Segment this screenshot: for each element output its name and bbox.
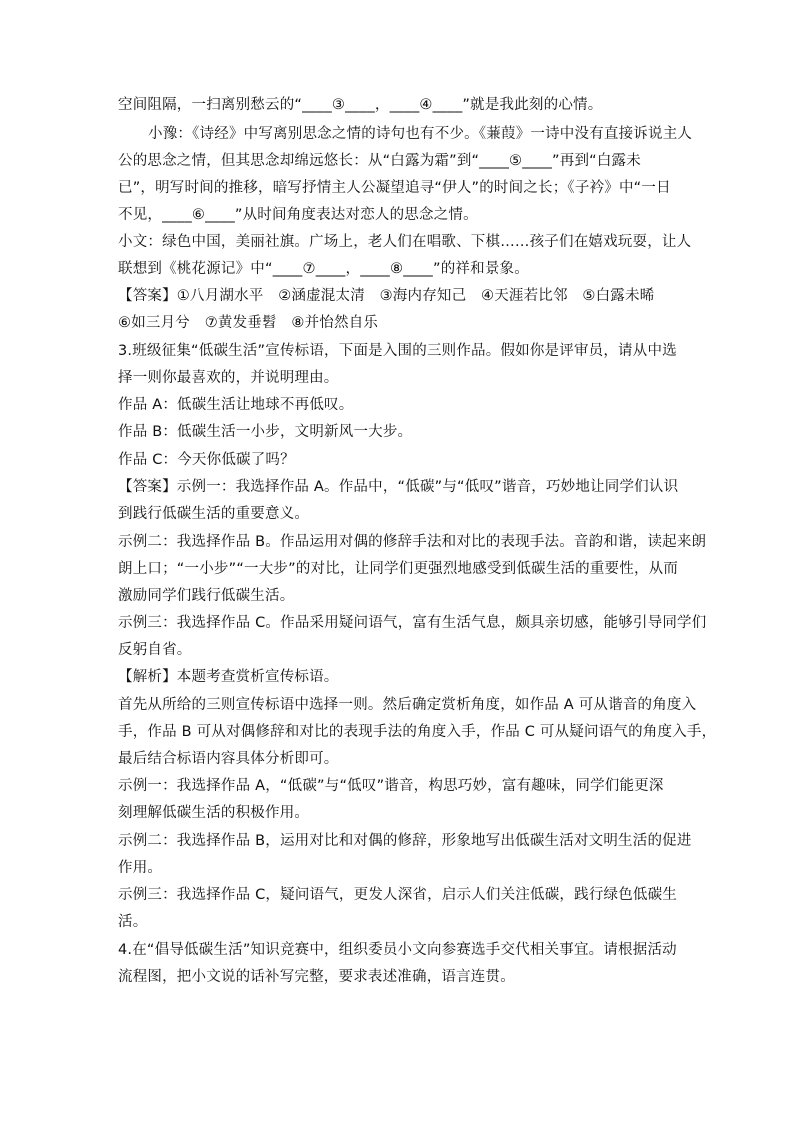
text-line: 作用。 [118, 860, 163, 876]
question-line: 择一则你最喜欢的，并说明理由。 [118, 370, 339, 386]
text-line: 作品 B：低碳生活一小步，文明新风一大步。 [118, 424, 413, 440]
answer-line: ⑥如三月兮 ⑦黄发垂髫 ⑧并怡然自乐 [118, 315, 379, 331]
text-line: 不见，____⑥____”从时间角度表达对恋人的思念之情。 [118, 207, 478, 223]
text-line: 作品 A：低碳生活让地球不再低叹。 [118, 397, 354, 413]
text-line: 示例二：我选择作品 B，运用对比和对偶的修辞，形象地写出低碳生活对文明生活的促进 [118, 833, 692, 849]
text-line: 示例二：我选择作品 B。作品运用对偶的修辞手法和对比的表现手法。音韵和谐，读起来朗 [118, 534, 707, 550]
text-line: 示例三：我选择作品 C。作品采用疑问语气，富有生活气息，颇具亲切感，能够引导同学们 [118, 615, 707, 631]
text-line: 示例三：我选择作品 C，疑问语气，更发人深省，启示人们关注低碳，践行绿色低碳生 [118, 887, 678, 903]
text-line: 公的思念之情，但其思念却绵远悠长：从“白露为霜”到“____⑤____”再到“白露未 [118, 153, 641, 169]
text-line: 激励同学们践行低碳生活。 [118, 588, 295, 604]
text-line: 已”，明写时间的推移，暗写抒情主人公凝望追寻“伊人”的时间之长；《子衿》中“一日 [118, 180, 671, 196]
text-line: 示例一：我选择作品 A，“低碳”与“低叹”谐音，构思巧妙，富有趣味，同学们能更深 [118, 778, 664, 794]
question-line: 4.在“倡导低碳生活”知识竞赛中，组织委员小文向参赛选手交代相关事宜。请根据活动 [118, 942, 677, 958]
text-line: 联想到《桃花源记》中“____⑦____，____⑧____”的祥和景象。 [118, 261, 529, 277]
text-line: 小豫：《诗经》中写离别思念之情的诗句也有不少。《蒹葭》一诗中没有直接诉说主人 [148, 126, 693, 142]
text-line: 活。 [118, 914, 148, 930]
text-line: 刻理解低碳生活的积极作用。 [118, 805, 310, 821]
question-line: 3.班级征集“低碳生活”宣传标语，下面是入围的三则作品。假如你是评审员，请从中选 [118, 343, 677, 359]
analysis-line: 【解析】本题考查赏析宣传标语。 [118, 669, 339, 685]
answer-line: 到践行低碳生活的重要意义。 [118, 506, 310, 522]
text-line: 手，作品 B 可从对偶修辞和对比的表现手法的角度入手，作品 C 可从疑问语气的角度入手， [118, 724, 717, 740]
answer-line: 【答案】①八月湖水平 ②涵虚混太清 ③海内存知己 ④天涯若比邻 ⑤白露未晞 [118, 288, 655, 304]
text-line: 首先从所给的三则宣传标语中选择一则。然后确定赏析角度，如作品 A 可从谐音的角度入 [118, 697, 697, 713]
answer-line: 【答案】示例一：我选择作品 A。作品中，“低碳”与“低叹”谐音，巧妙地让同学们认识 [118, 479, 679, 495]
text-line: 作品 C：今天你低碳了吗？ [118, 452, 295, 468]
text-line: 空间阻隔，一扫离别愁云的“____③____，____④____”就是我此刻的心情。 [118, 97, 603, 113]
text-line: 朗上口；“一小步”“一大步”的对比，让同学们更强烈地感受到低碳生活的重要性，从而 [118, 561, 679, 577]
text-line: 小文：绿色中国，美丽社旗。广场上，老人们在唱歌、下棋……孩子们在嬉戏玩耍，让人 [118, 234, 692, 250]
text-line: 最后结合标语内容具体分析即可。 [118, 751, 339, 767]
text-line: 反躬自省。 [118, 642, 192, 658]
question-line: 流程图，把小文说的话补写完整，要求表述准确，语言连贯。 [118, 969, 515, 985]
